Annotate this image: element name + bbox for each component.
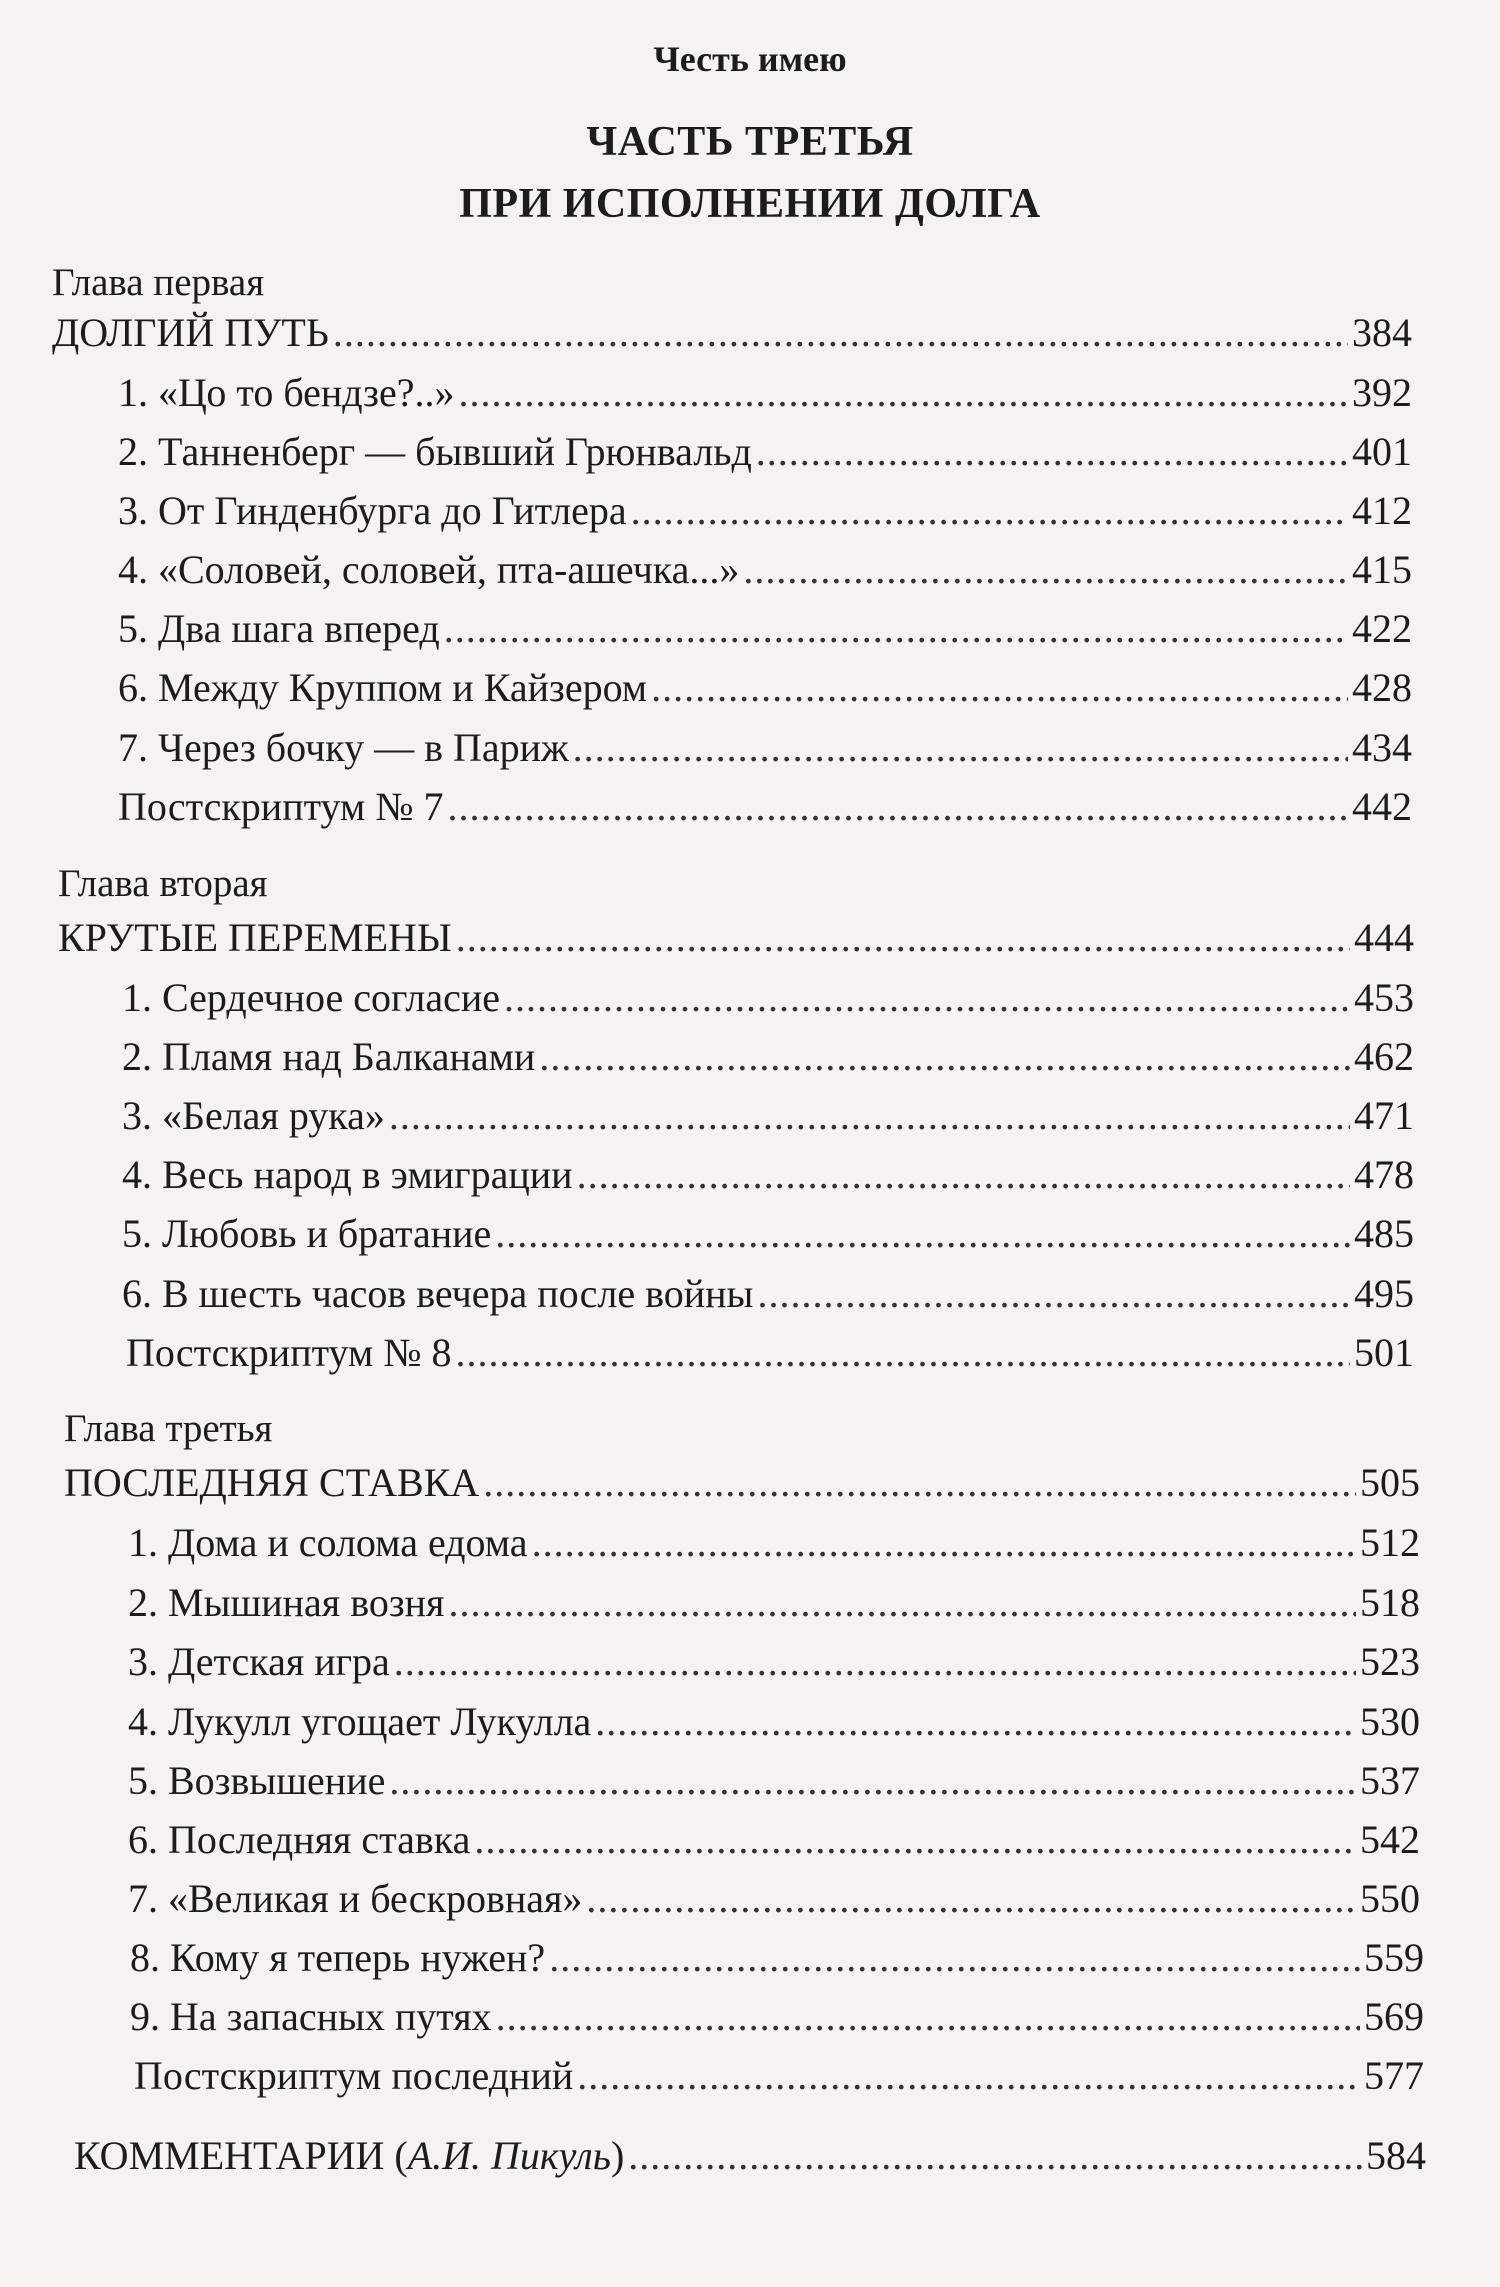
comments-label: КОММЕНТАРИИ ( xyxy=(74,2133,408,2178)
chapter-entry[interactable] xyxy=(52,308,1412,358)
chapter-label: Глава третья xyxy=(64,1407,273,1450)
entry-title: 8. Кому я теперь нужен? xyxy=(130,1935,546,1980)
leader-dots xyxy=(333,308,1348,358)
leader-dots xyxy=(448,782,1348,832)
chapter-title: ДОЛГИЙ ПУТЬ xyxy=(52,310,329,355)
page-number: 518 xyxy=(1360,1580,1420,1625)
entry-title: Постскриптум последний xyxy=(134,2053,574,2098)
leader-dots xyxy=(532,1518,1356,1568)
page-number: 505 xyxy=(1360,1460,1420,1505)
leader-dots xyxy=(628,2131,1362,2181)
comments-title xyxy=(74,2131,624,2181)
leader-dots xyxy=(389,1091,1350,1141)
page-number: 422 xyxy=(1352,606,1412,651)
entry-title: 1. Дома и солома едома xyxy=(128,1520,528,1565)
comments-entry[interactable] xyxy=(74,2131,1426,2181)
entry-title: 1. Сердечное согласие xyxy=(122,975,501,1020)
leader-dots xyxy=(456,1328,1350,1378)
page-number: 577 xyxy=(1364,2053,1424,2098)
toc-entry[interactable] xyxy=(118,604,1412,654)
toc-entry[interactable] xyxy=(128,1815,1420,1865)
page-number: 501 xyxy=(1354,1330,1414,1375)
leader-dots xyxy=(456,913,1350,963)
part-subtitle: ПРИ ИСПОЛНЕНИИ ДОЛГА xyxy=(459,181,1041,227)
entry-title: Постскриптум № 7 xyxy=(118,784,444,829)
toc-entry[interactable] xyxy=(128,1637,1420,1687)
leader-dots xyxy=(549,1933,1360,1983)
leader-dots xyxy=(389,1756,1356,1806)
toc-entry[interactable] xyxy=(134,2051,1424,2101)
page-number: 401 xyxy=(1352,429,1412,474)
page-number: 550 xyxy=(1360,1876,1420,1921)
leader-dots xyxy=(496,1992,1360,2042)
entry-title: 1. «Цо то бендзе?..» xyxy=(118,370,455,415)
page-number: 523 xyxy=(1360,1639,1420,1684)
page-number: 442 xyxy=(1352,784,1412,829)
page-number: 495 xyxy=(1354,1271,1414,1316)
leader-dots xyxy=(483,1458,1356,1508)
toc-entry[interactable] xyxy=(128,1578,1420,1628)
entry-title: 5. Любовь и братание xyxy=(122,1211,492,1256)
toc-entry[interactable] xyxy=(122,1209,1414,1259)
leader-dots xyxy=(577,2051,1360,2101)
leader-dots xyxy=(495,1209,1350,1259)
leader-dots xyxy=(743,545,1348,595)
entry-title: 5. Возвышение xyxy=(128,1758,386,1803)
entry-title: 3. «Белая рука» xyxy=(122,1093,385,1138)
toc-entry[interactable] xyxy=(122,1150,1414,1200)
chapter-entry[interactable] xyxy=(58,913,1414,963)
toc-entry[interactable] xyxy=(122,1091,1414,1141)
entry-title: Постскриптум № 8 xyxy=(126,1330,452,1375)
chapter-entry[interactable] xyxy=(64,1458,1420,1508)
page-number: 530 xyxy=(1360,1699,1420,1744)
part-title: ЧАСТЬ ТРЕТЬЯ xyxy=(586,119,914,165)
page-number: 384 xyxy=(1352,310,1412,355)
toc-entry[interactable] xyxy=(118,427,1412,477)
toc-entry[interactable] xyxy=(122,1032,1414,1082)
page-number: 444 xyxy=(1354,915,1414,960)
entry-title: 7. Через бочку — в Париж xyxy=(118,725,569,770)
leader-dots xyxy=(444,604,1348,654)
toc-entry[interactable] xyxy=(118,368,1412,418)
page-number: 512 xyxy=(1360,1520,1420,1565)
page-number: 485 xyxy=(1354,1211,1414,1256)
toc-entry[interactable] xyxy=(118,663,1412,713)
toc-entry[interactable] xyxy=(122,973,1414,1023)
page-number: 434 xyxy=(1352,725,1412,770)
chapter-title: КРУТЫЕ ПЕРЕМЕНЫ xyxy=(58,915,452,960)
leader-dots xyxy=(539,1032,1350,1082)
page-number: 428 xyxy=(1352,665,1412,710)
comments-author: А.И. Пикуль xyxy=(407,2133,611,2178)
page-number: 542 xyxy=(1360,1817,1420,1862)
entry-title: 4. Весь народ в эмиграции xyxy=(122,1152,573,1197)
running-head: Честь имею xyxy=(653,39,847,79)
leader-dots xyxy=(504,973,1350,1023)
toc-entry[interactable] xyxy=(130,1933,1424,1983)
toc-entry[interactable] xyxy=(130,1992,1424,2042)
leader-dots xyxy=(595,1697,1356,1747)
toc-entry[interactable] xyxy=(118,782,1412,832)
leader-dots xyxy=(474,1815,1356,1865)
toc-entry[interactable] xyxy=(118,723,1412,773)
entry-title: 4. Лукулл угощает Лукулла xyxy=(128,1699,592,1744)
entry-title: 7. «Великая и бескровная» xyxy=(128,1876,583,1921)
leader-dots xyxy=(631,486,1348,536)
page-number: 537 xyxy=(1360,1758,1420,1803)
page-number: 478 xyxy=(1354,1152,1414,1197)
leader-dots xyxy=(448,1578,1356,1628)
leader-dots xyxy=(757,1269,1350,1319)
leader-dots xyxy=(586,1874,1356,1924)
entry-title: 2. Мышиная возня xyxy=(128,1580,445,1625)
entry-title: 2. Танненберг — бывший Грюнвальд xyxy=(118,429,752,474)
leader-dots xyxy=(756,427,1348,477)
comments-close-paren: ) xyxy=(610,2133,625,2178)
toc-entry[interactable] xyxy=(118,486,1412,536)
toc-entry[interactable] xyxy=(128,1756,1420,1806)
entry-title: 6. В шесть часов вечера после войны xyxy=(122,1271,754,1316)
toc-entry[interactable] xyxy=(128,1697,1420,1747)
entry-title: 4. «Соловей, соловей, пта-ашечка...» xyxy=(118,547,740,592)
leader-dots xyxy=(458,368,1348,418)
page-number: 559 xyxy=(1364,1935,1424,1980)
entry-title: 2. Пламя над Балканами xyxy=(122,1034,536,1079)
page-number: 569 xyxy=(1364,1994,1424,2039)
page-number: 412 xyxy=(1352,488,1412,533)
toc-entry[interactable] xyxy=(126,1328,1414,1378)
page-number: 471 xyxy=(1354,1093,1414,1138)
entry-title: 3. Детская игра xyxy=(128,1639,390,1684)
leader-dots xyxy=(651,663,1348,713)
entry-title: 3. От Гинденбурга до Гитлера xyxy=(118,488,627,533)
page-number: 453 xyxy=(1354,975,1414,1020)
leader-dots xyxy=(577,1150,1350,1200)
page-number: 415 xyxy=(1352,547,1412,592)
toc-entry[interactable] xyxy=(122,1269,1414,1319)
leader-dots xyxy=(573,723,1348,773)
page-number: 584 xyxy=(1366,2133,1426,2178)
toc-entry[interactable] xyxy=(118,545,1412,595)
entry-title: 6. Между Круппом и Кайзером xyxy=(118,665,648,710)
page-number: 392 xyxy=(1352,370,1412,415)
entry-title: 6. Последняя ставка xyxy=(128,1817,471,1862)
chapter-label: Глава вторая xyxy=(58,862,268,905)
entry-title: 5. Два шага вперед xyxy=(118,606,440,651)
chapter-title: ПОСЛЕДНЯЯ СТАВКА xyxy=(64,1460,480,1505)
chapter-label: Глава первая xyxy=(52,261,265,304)
toc-entry[interactable] xyxy=(128,1874,1420,1924)
leader-dots xyxy=(394,1637,1356,1687)
entry-title: 9. На запасных путях xyxy=(130,1994,492,2039)
toc-entry[interactable] xyxy=(128,1518,1420,1568)
page-number: 462 xyxy=(1354,1034,1414,1079)
